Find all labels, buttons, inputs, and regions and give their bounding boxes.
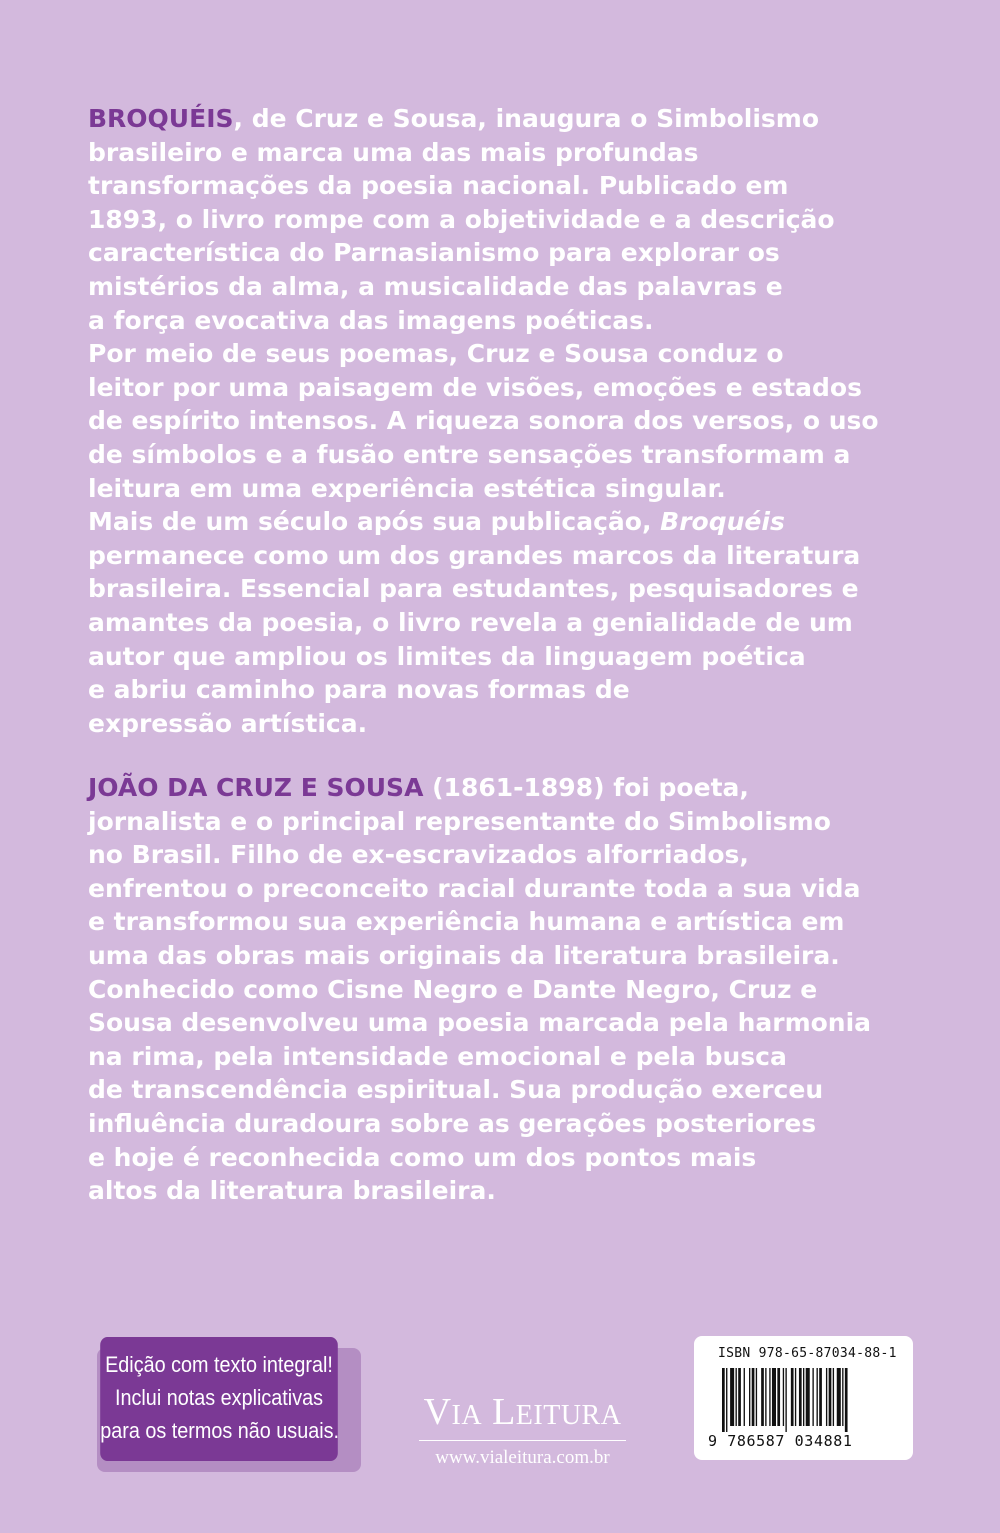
barcode-bar bbox=[795, 1368, 796, 1426]
synopsis-text-run: e abriu caminho para novas formas de bbox=[88, 675, 630, 705]
bio-line bbox=[88, 1174, 918, 1208]
synopsis-text-run: de símbolos e a fusão entre sensações transformam a bbox=[88, 439, 851, 469]
publisher-name: VIA LEITURA bbox=[423, 1391, 622, 1433]
bio-line bbox=[88, 905, 918, 939]
bio-line bbox=[88, 1107, 918, 1141]
barcode-bar bbox=[722, 1368, 725, 1432]
barcode-bar bbox=[826, 1368, 827, 1426]
bio-text-run: altos da literatura brasileira. bbox=[88, 1176, 496, 1206]
integral-edition-badge bbox=[100, 1337, 338, 1461]
bio-text-run: no Brasil. Filho de ex-escravizados alforriados, bbox=[88, 840, 749, 870]
barcode-bar bbox=[829, 1368, 832, 1426]
bio-line bbox=[88, 872, 918, 906]
publisher-url: www.vialeitura.com.br bbox=[435, 1447, 610, 1468]
synopsis-line bbox=[88, 606, 918, 640]
synopsis-text-run: amantes da poesia, o livro revela a genialidade de um bbox=[88, 607, 853, 637]
badge-line: Edição com texto integral! bbox=[105, 1352, 333, 1377]
bio-text-run: Sousa desenvolveu uma poesia marcada pela harmonia bbox=[88, 1008, 872, 1038]
barcode-bar bbox=[785, 1368, 786, 1432]
synopsis-line bbox=[88, 203, 918, 237]
synopsis-text-run: , de Cruz e Sousa, inaugura o Simbolismo bbox=[233, 104, 820, 133]
synopsis-text-run: permanece como um dos grandes marcos da literatura bbox=[88, 540, 861, 570]
barcode-bar bbox=[777, 1368, 780, 1426]
publisher-divider bbox=[419, 1440, 626, 1441]
barcode-bar bbox=[730, 1368, 734, 1426]
bio-line bbox=[88, 1040, 918, 1074]
synopsis-line bbox=[88, 438, 918, 472]
synopsis-line bbox=[88, 270, 918, 304]
synopsis-text-run: característica do Parnasianismo para explorar os bbox=[88, 238, 780, 268]
barcode-bar bbox=[791, 1368, 794, 1426]
barcode-icon bbox=[722, 1368, 884, 1432]
synopsis-text-run: de espírito intensos. A riqueza sonora dos versos, o uso bbox=[88, 406, 879, 436]
publisher-logo bbox=[405, 1390, 640, 1469]
bio-line bbox=[88, 1006, 918, 1040]
synopsis-line bbox=[88, 337, 918, 371]
synopsis-line bbox=[88, 304, 918, 338]
barcode-bar bbox=[803, 1368, 804, 1426]
barcode-bar bbox=[842, 1368, 843, 1426]
bio-text-run: e transformou sua experiência humana e artística em bbox=[88, 907, 845, 937]
badge-line: Inclui notas explicativas bbox=[114, 1385, 324, 1410]
bio-text-run: de transcendência espiritual. Sua produção exerceu bbox=[88, 1075, 824, 1105]
bio-line bbox=[88, 805, 918, 839]
bio-line bbox=[88, 1073, 918, 1107]
bio-highlight: JOÃO DA CRUZ E SOUSA bbox=[88, 773, 424, 802]
synopsis-text-run: Por meio de seus poemas, Cruz e Sousa conduz o bbox=[88, 339, 784, 369]
bio-text-run: Conhecido como Cisne Negro e Dante Negro, Cruz e bbox=[88, 974, 818, 1004]
bio-line bbox=[88, 973, 918, 1007]
barcode-bar bbox=[761, 1368, 764, 1426]
synopsis-text-run: leitor por uma paisagem de visões, emoções e estados bbox=[88, 372, 862, 402]
isbn-box bbox=[694, 1336, 913, 1460]
bio-line bbox=[88, 1141, 918, 1175]
bio-line bbox=[88, 939, 918, 973]
isbn-digits: 9 786587 034881 bbox=[708, 1432, 853, 1450]
bio-text-run: e hoje é reconhecida como um dos pontos mais bbox=[88, 1142, 757, 1172]
barcode-bar bbox=[806, 1368, 810, 1426]
synopsis-highlight: BROQUÉIS bbox=[88, 104, 234, 133]
synopsis-text-run: a força evocativa das imagens poéticas. bbox=[88, 305, 654, 335]
barcode-bar bbox=[744, 1368, 745, 1426]
barcode-bar bbox=[833, 1368, 834, 1426]
barcode-bar bbox=[765, 1368, 766, 1426]
synopsis-line bbox=[88, 572, 918, 606]
barcode-bar bbox=[726, 1368, 727, 1432]
barcode-bar bbox=[769, 1368, 770, 1426]
synopsis-line bbox=[88, 539, 918, 573]
synopsis-line bbox=[88, 505, 918, 539]
barcode-bar bbox=[736, 1368, 737, 1426]
synopsis-text-run: Mais de um século após sua publicação, bbox=[88, 507, 661, 537]
synopsis-line bbox=[88, 169, 918, 203]
bio-text-run: uma das obras mais originais da literatura brasileira. bbox=[88, 940, 840, 970]
synopsis-text bbox=[88, 102, 918, 740]
synopsis-text-run: mistérios da alma, a musicalidade das palavras e bbox=[88, 271, 783, 301]
synopsis-line bbox=[88, 707, 918, 741]
barcode-bar bbox=[749, 1368, 750, 1426]
synopsis-text-run: brasileiro e marca uma das mais profundas bbox=[88, 137, 699, 167]
barcode-bar bbox=[799, 1368, 802, 1426]
synopsis-line bbox=[88, 404, 918, 438]
barcode-bar bbox=[817, 1368, 818, 1426]
isbn-label: ISBN 978-65-87034-88-1 bbox=[718, 1346, 897, 1361]
synopsis-text-run: transformações da poesia nacional. Publicado em bbox=[88, 171, 789, 201]
synopsis-line bbox=[88, 371, 918, 405]
barcode-bar bbox=[819, 1368, 822, 1426]
synopsis-text-run: 1893, o livro rompe com a objetividade e a descrição bbox=[88, 204, 835, 234]
barcode-bar bbox=[783, 1368, 784, 1426]
barcode-bar bbox=[752, 1368, 755, 1426]
barcode-bar bbox=[812, 1368, 813, 1426]
synopsis-line bbox=[88, 472, 918, 506]
bio-text-run: jornalista e o principal representante do Simbolismo bbox=[88, 806, 831, 836]
author-bio-text bbox=[88, 771, 918, 1208]
bio-line bbox=[88, 771, 918, 805]
synopsis-text-run: autor que ampliou os limites da linguagem poética bbox=[88, 641, 806, 671]
synopsis-line bbox=[88, 236, 918, 270]
synopsis-line bbox=[88, 136, 918, 170]
synopsis-text-run: leitura em uma experiência estética singular. bbox=[88, 473, 726, 503]
barcode-bar bbox=[738, 1368, 741, 1426]
bio-text-run: na rima, pela intensidade emocional e pela busca bbox=[88, 1041, 787, 1071]
barcode-bar bbox=[837, 1368, 841, 1426]
synopsis-text-run: expressão artística. bbox=[88, 708, 368, 738]
bio-text-run: enfrentou o preconceito racial durante toda a sua vida bbox=[88, 873, 861, 903]
barcode-bar bbox=[772, 1368, 776, 1426]
synopsis-text-run: brasileira. Essencial para estudantes, pesquisadores e bbox=[88, 574, 859, 604]
bio-line bbox=[88, 838, 918, 872]
badge-line: para os termos não usuais. bbox=[100, 1418, 340, 1443]
barcode-bar bbox=[845, 1368, 848, 1432]
synopsis-line bbox=[88, 640, 918, 674]
bio-text-run: influência duradoura sobre as gerações posteriores bbox=[88, 1108, 817, 1138]
bio-text-run: (1861-1898) foi poeta, bbox=[423, 773, 749, 802]
barcode-bar bbox=[756, 1368, 757, 1426]
synopsis-italic-title: Broquéis bbox=[660, 507, 785, 537]
synopsis-line bbox=[88, 673, 918, 707]
synopsis-line bbox=[88, 102, 918, 136]
